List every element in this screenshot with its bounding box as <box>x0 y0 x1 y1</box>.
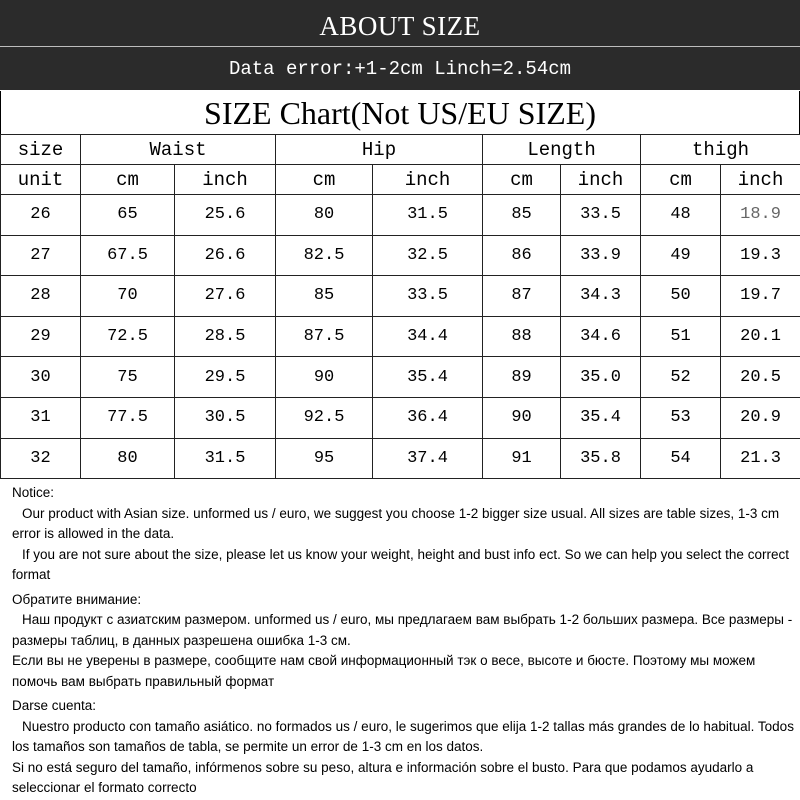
unit-cell: cm <box>641 165 721 195</box>
unit-row <box>1 165 800 195</box>
table-cell: 20.5 <box>721 357 800 398</box>
table-cell: 82.5 <box>276 235 373 276</box>
table-cell: 67.5 <box>81 235 175 276</box>
table-cell: 33.5 <box>373 276 483 317</box>
table-cell: 85 <box>483 195 561 236</box>
notice-heading-en: Notice: <box>12 485 55 500</box>
table-cell: 26.6 <box>175 235 276 276</box>
banner-title: ABOUT SIZE <box>319 11 481 41</box>
table-cell: 30.5 <box>175 397 276 438</box>
table-cell: 86 <box>483 235 561 276</box>
table-cell: 70 <box>81 276 175 317</box>
table-cell: 92.5 <box>276 397 373 438</box>
table-cell: 50 <box>641 276 721 317</box>
unit-cell: inch <box>175 165 276 195</box>
unit-cell: inch <box>373 165 483 195</box>
table-cell: 90 <box>276 357 373 398</box>
table-cell: 87 <box>483 276 561 317</box>
header-group-row <box>1 135 800 165</box>
table-cell: 29.5 <box>175 357 276 398</box>
table-cell: 88 <box>483 316 561 357</box>
table-cell: 30 <box>1 357 81 398</box>
about-size-banner <box>0 0 800 90</box>
unit-cell: inch <box>561 165 641 195</box>
size-table <box>0 134 800 479</box>
header-hip: Hip <box>276 135 483 165</box>
table-cell: 21.3 <box>721 438 800 479</box>
table-cell: 89 <box>483 357 561 398</box>
table-cell: 27.6 <box>175 276 276 317</box>
table-cell: 20.9 <box>721 397 800 438</box>
notice-paragraph-es-1: Nuestro producto con tamaño asiático. no formados us / euro, le sugerimos que elija 1-2 tallas más grandes de lo habitual. Todos los tamaños son tamaños de tabla, se permite un error de 1-3 cm en los datos. <box>12 718 794 754</box>
table-cell: 35.0 <box>561 357 641 398</box>
table-cell: 53 <box>641 397 721 438</box>
table-cell: 77.5 <box>81 397 175 438</box>
unit-label: unit <box>1 165 81 195</box>
table-cell: 25.6 <box>175 195 276 236</box>
table-cell: 91 <box>483 438 561 479</box>
notice-paragraph-es-2: Si no está seguro del tamaño, infórmenos sobre su peso, altura e información sobre el busto. Para que podamos ayudarlo a seleccionar el formato correcto <box>12 759 754 795</box>
table-cell: 28 <box>1 276 81 317</box>
table-cell: 49 <box>641 235 721 276</box>
notice-section <box>12 483 796 799</box>
table-cell: 33.5 <box>561 195 641 236</box>
table-cell: 87.5 <box>276 316 373 357</box>
table-cell: 80 <box>81 438 175 479</box>
notice-heading-ru: Обратите внимание: <box>12 591 142 607</box>
notice-paragraph-ru-2: Если вы не уверены в размере, сообщите нам свой информационный тэк о весе, высоте и бюсте. Поэтому мы можем помочь вам выбрать правильный формат <box>12 653 756 689</box>
table-cell: 34.6 <box>561 316 641 357</box>
table-cell: 34.4 <box>373 316 483 357</box>
unit-cell: cm <box>276 165 373 195</box>
table-cell: 18.9 <box>721 195 800 236</box>
table-cell: 80 <box>276 195 373 236</box>
header-waist: Waist <box>81 135 276 165</box>
table-cell: 19.7 <box>721 276 800 317</box>
table-cell: 52 <box>641 357 721 398</box>
table-cell: 72.5 <box>81 316 175 357</box>
table-cell: 28.5 <box>175 316 276 357</box>
table-row <box>1 316 800 357</box>
table-cell: 31.5 <box>373 195 483 236</box>
table-cell: 90 <box>483 397 561 438</box>
table-cell: 85 <box>276 276 373 317</box>
table-row <box>1 438 800 479</box>
table-cell: 31 <box>1 397 81 438</box>
table-cell: 33.9 <box>561 235 641 276</box>
notice-heading-es: Darse cuenta: <box>12 698 97 713</box>
banner-divider <box>0 46 800 47</box>
unit-cell: cm <box>81 165 175 195</box>
table-cell: 51 <box>641 316 721 357</box>
size-chart-title: SIZE Chart(Not US/EU SIZE) <box>0 91 800 135</box>
table-cell: 65 <box>81 195 175 236</box>
table-cell: 32.5 <box>373 235 483 276</box>
notice-paragraph-en-1: Our product with Asian size. unformed us / euro, we suggest you choose 1-2 bigger size usual. All sizes are table sizes, 1-3 cm error is allowed in the data. <box>12 505 780 541</box>
unit-cell: cm <box>483 165 561 195</box>
table-row <box>1 357 800 398</box>
table-cell: 75 <box>81 357 175 398</box>
table-cell: 19.3 <box>721 235 800 276</box>
table-cell: 35.4 <box>373 357 483 398</box>
table-cell: 26 <box>1 195 81 236</box>
table-cell: 35.4 <box>561 397 641 438</box>
table-cell: 54 <box>641 438 721 479</box>
table-row <box>1 235 800 276</box>
banner-subtitle: Data error:+1-2cm Linch=2.54cm <box>228 58 572 80</box>
table-cell: 34.3 <box>561 276 641 317</box>
notice-paragraph-ru-1: Наш продукт с азиатским размером. unformed us / euro, мы предлагаем вам выбрать 1-2 больших размера. Все размеры - размеры таблиц, в данных разрешена ошибка 1-3 см. <box>12 612 793 648</box>
table-cell: 36.4 <box>373 397 483 438</box>
table-row <box>1 397 800 438</box>
table-cell: 95 <box>276 438 373 479</box>
header-length: Length <box>483 135 641 165</box>
table-row <box>1 276 800 317</box>
notice-paragraph-en-2: If you are not sure about the size, please let us know your weight, height and bust info ect. So we can help you select the correct format <box>12 546 789 582</box>
header-thigh: thigh <box>641 135 800 165</box>
table-cell: 48 <box>641 195 721 236</box>
header-size: size <box>1 135 81 165</box>
table-cell: 29 <box>1 316 81 357</box>
table-cell: 27 <box>1 235 81 276</box>
unit-cell: inch <box>721 165 800 195</box>
table-row <box>1 195 800 236</box>
table-cell: 32 <box>1 438 81 479</box>
table-cell: 37.4 <box>373 438 483 479</box>
table-cell: 31.5 <box>175 438 276 479</box>
table-cell: 20.1 <box>721 316 800 357</box>
table-cell: 35.8 <box>561 438 641 479</box>
